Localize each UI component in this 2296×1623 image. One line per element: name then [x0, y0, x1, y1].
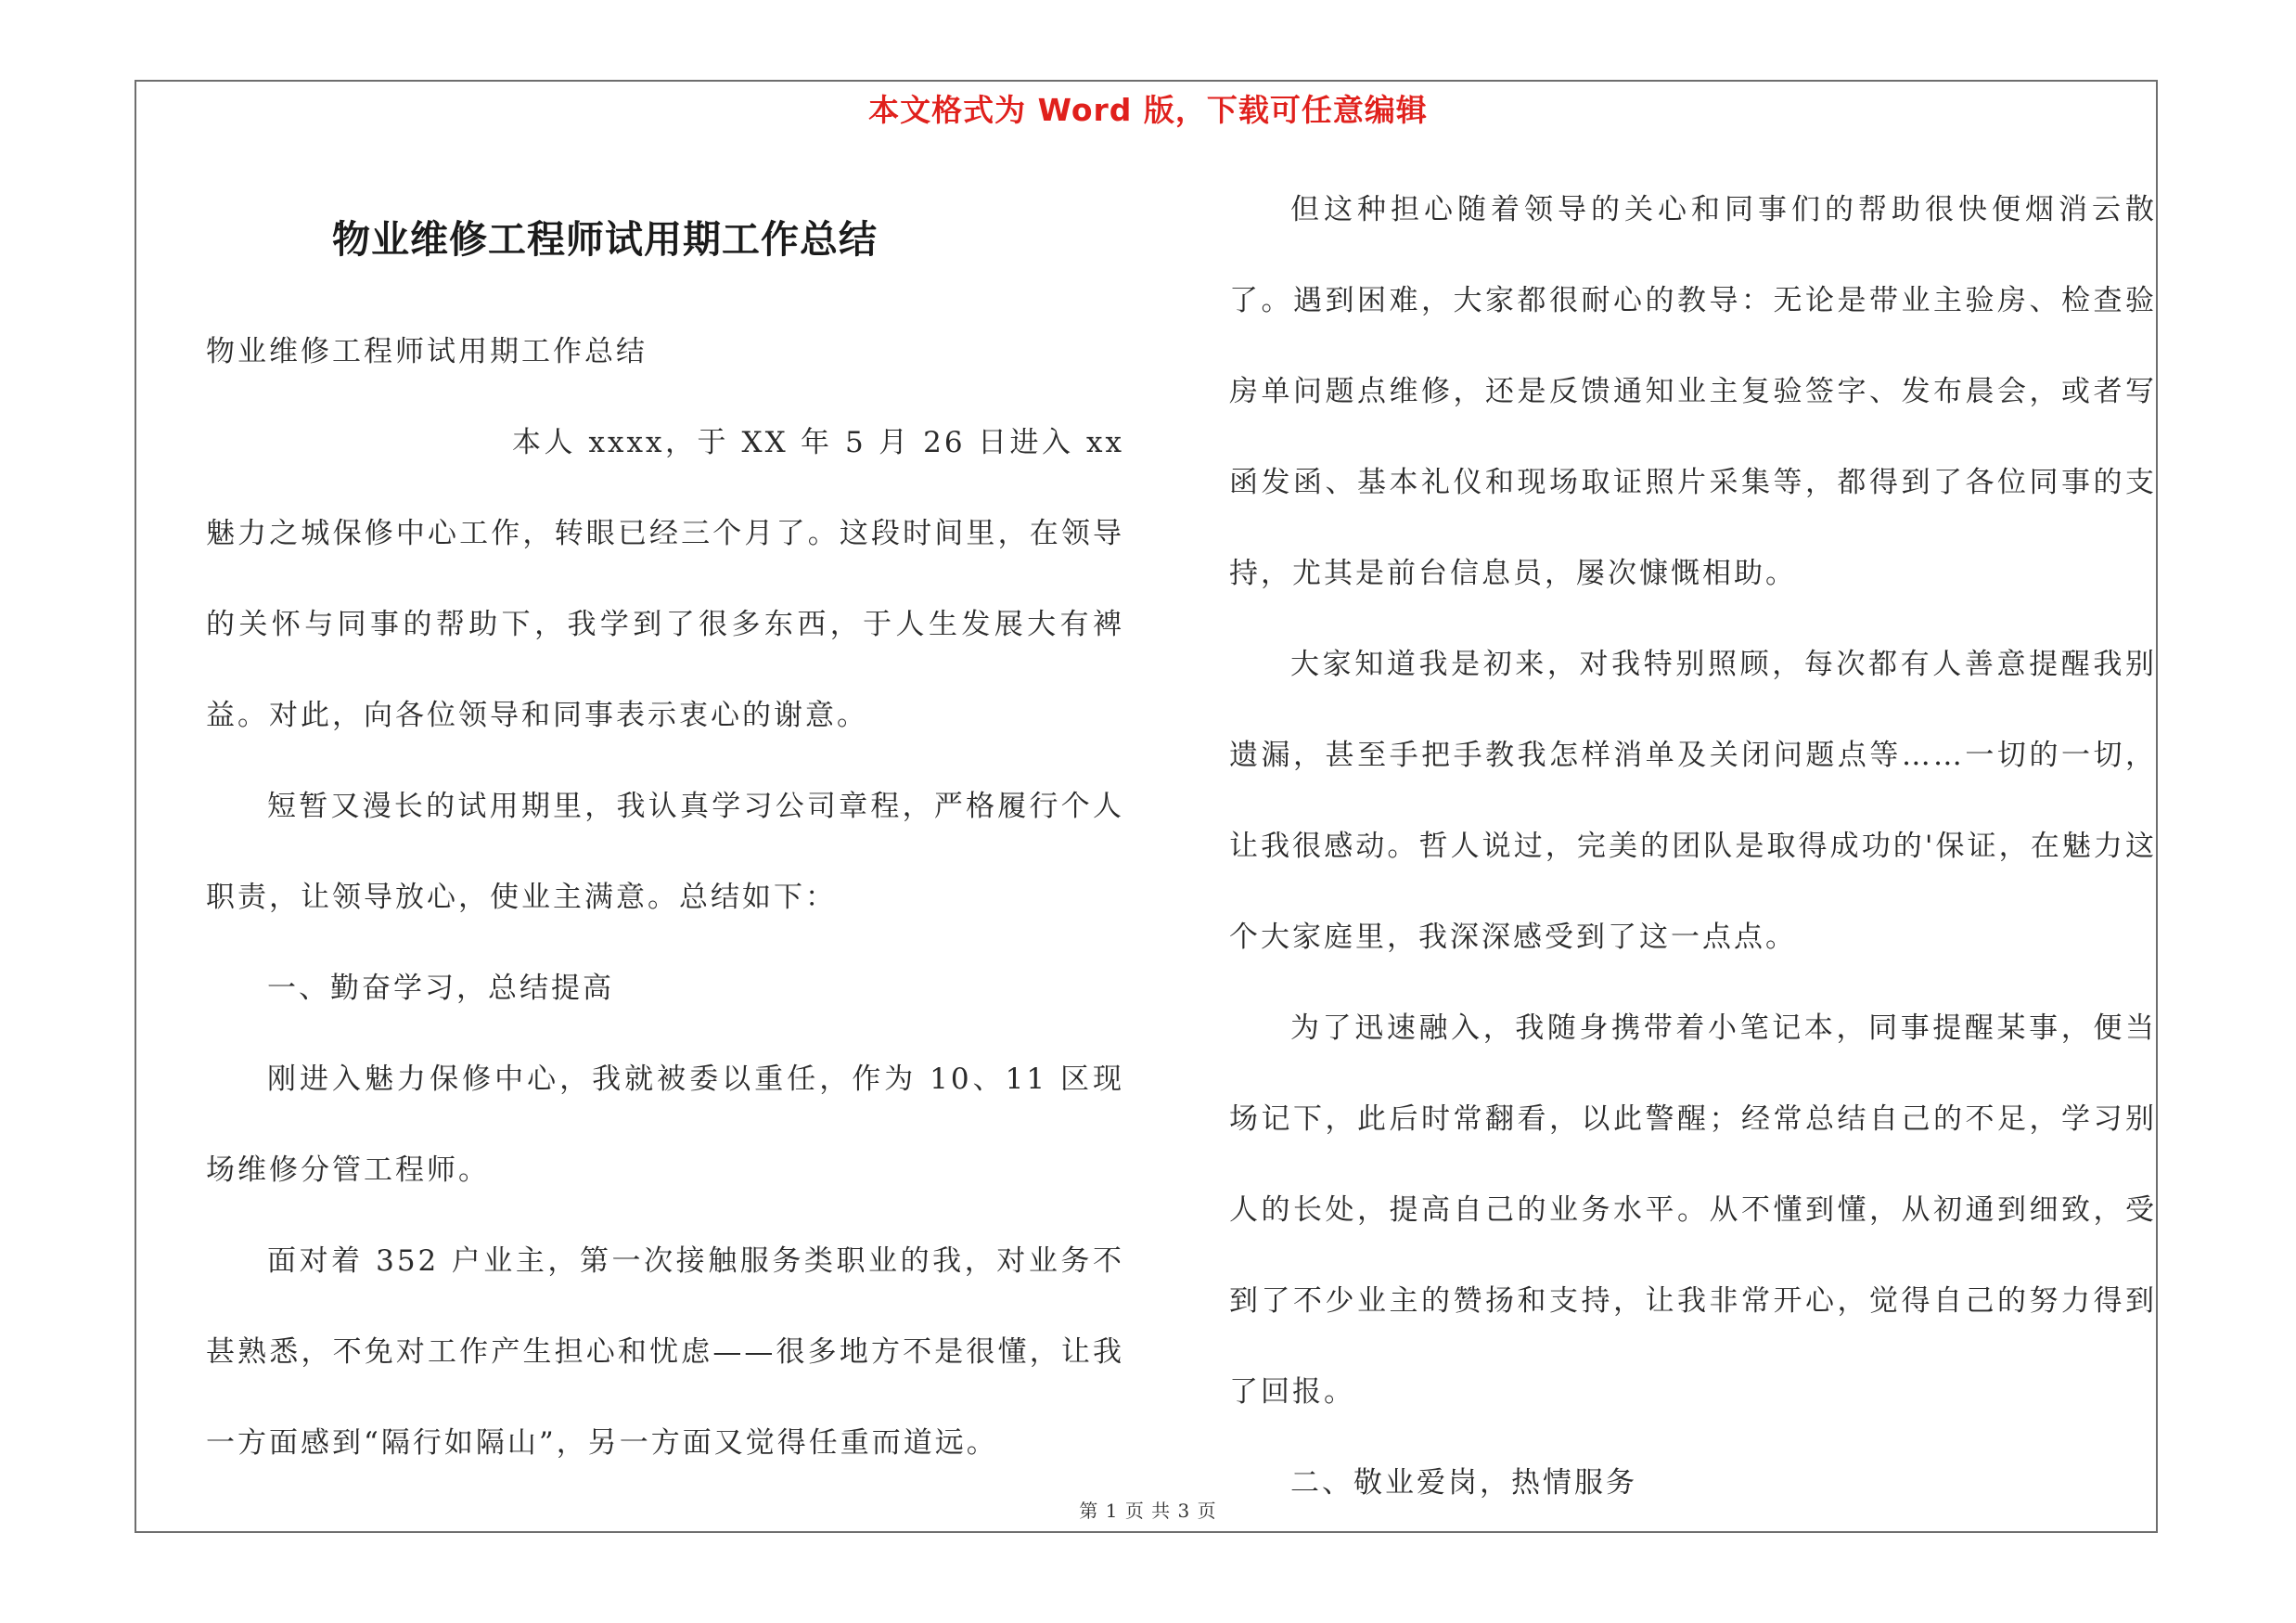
body-paragraph: 为了迅速融入，我随身携带着小笔记本，同事提醒某事，便当场记下，此后时常翻看，以此警醒；经常总结自己的不足，学习别人的长处，提高自己的业务水平。从不懂到懂，从初通到细致，受到了不少业主的赞扬和支持，让我非常开心，觉得自己的努力得到了回报。	[1229, 1011, 2157, 1409]
right-text-column	[1229, 164, 2157, 1528]
format-notice-banner: 本文格式为 Word 版，下载可任意编辑	[868, 92, 1428, 128]
body-paragraph: 大家知道我是初来，对我特别照顾，每次都有人善意提醒我别遗漏，甚至手把手教我怎样消单及关闭问题点等……一切的一切，让我很感动。哲人说过，完美的团队是取得成功的'保证，在魅力这个大家庭里，我深深感受到了这一点点。	[1229, 648, 2157, 954]
body-paragraph: 短暂又漫长的试用期里，我认真学习公司章程，严格履行个人职责，让领导放心，使业主满意。总结如下：	[206, 790, 1124, 914]
body-paragraph: 但这种担心随着领导的关心和同事们的帮助很快便烟消云散了。遇到困难，大家都很耐心的教导：无论是带业主验房、检查验房单问题点维修，还是反馈通知业主复验签字、发布晨会，或者写函发函、基本礼仪和现场取证照片采集等，都得到了各位同事的支持，尤其是前台信息员，屡次慷慨相助。	[1229, 193, 2157, 590]
subtitle-paragraph: 物业维修工程师试用期工作总结	[206, 335, 648, 368]
section-heading: 二、敬业爱岗，热情服务	[1290, 1466, 1637, 1500]
body-paragraph: 面对着 352 户业主，第一次接触服务类职业的我，对业务不甚熟悉，不免对工作产生担心和忧虑——很多地方不是很懂，让我一方面感到“隔行如隔山”，另一方面又觉得任重而道远。	[206, 1244, 1124, 1460]
body-paragraph: 刚进入魅力保修中心，我就被委以重任，作为 10、11 区现场维修分管工程师。	[206, 1063, 1124, 1187]
section-heading: 一、勤奋学习，总结提高	[267, 972, 614, 1005]
document-title: 物业维修工程师试用期工作总结	[332, 217, 878, 262]
page-number-footer: 第 1 页 共 3 页	[1079, 1500, 1217, 1522]
left-text-column	[206, 306, 1124, 1488]
intro-paragraph: 本人 xxxx，于 XX 年 5 月 26 日进入 xx 魅力之城保修中心工作，转眼已经三个月了。这段时间里，在领导的关怀与同事的帮助下，我学到了很多东西，于人生发展大有裨益。对此，向各位领导和同事表示衷心的谢意。	[206, 426, 1124, 732]
